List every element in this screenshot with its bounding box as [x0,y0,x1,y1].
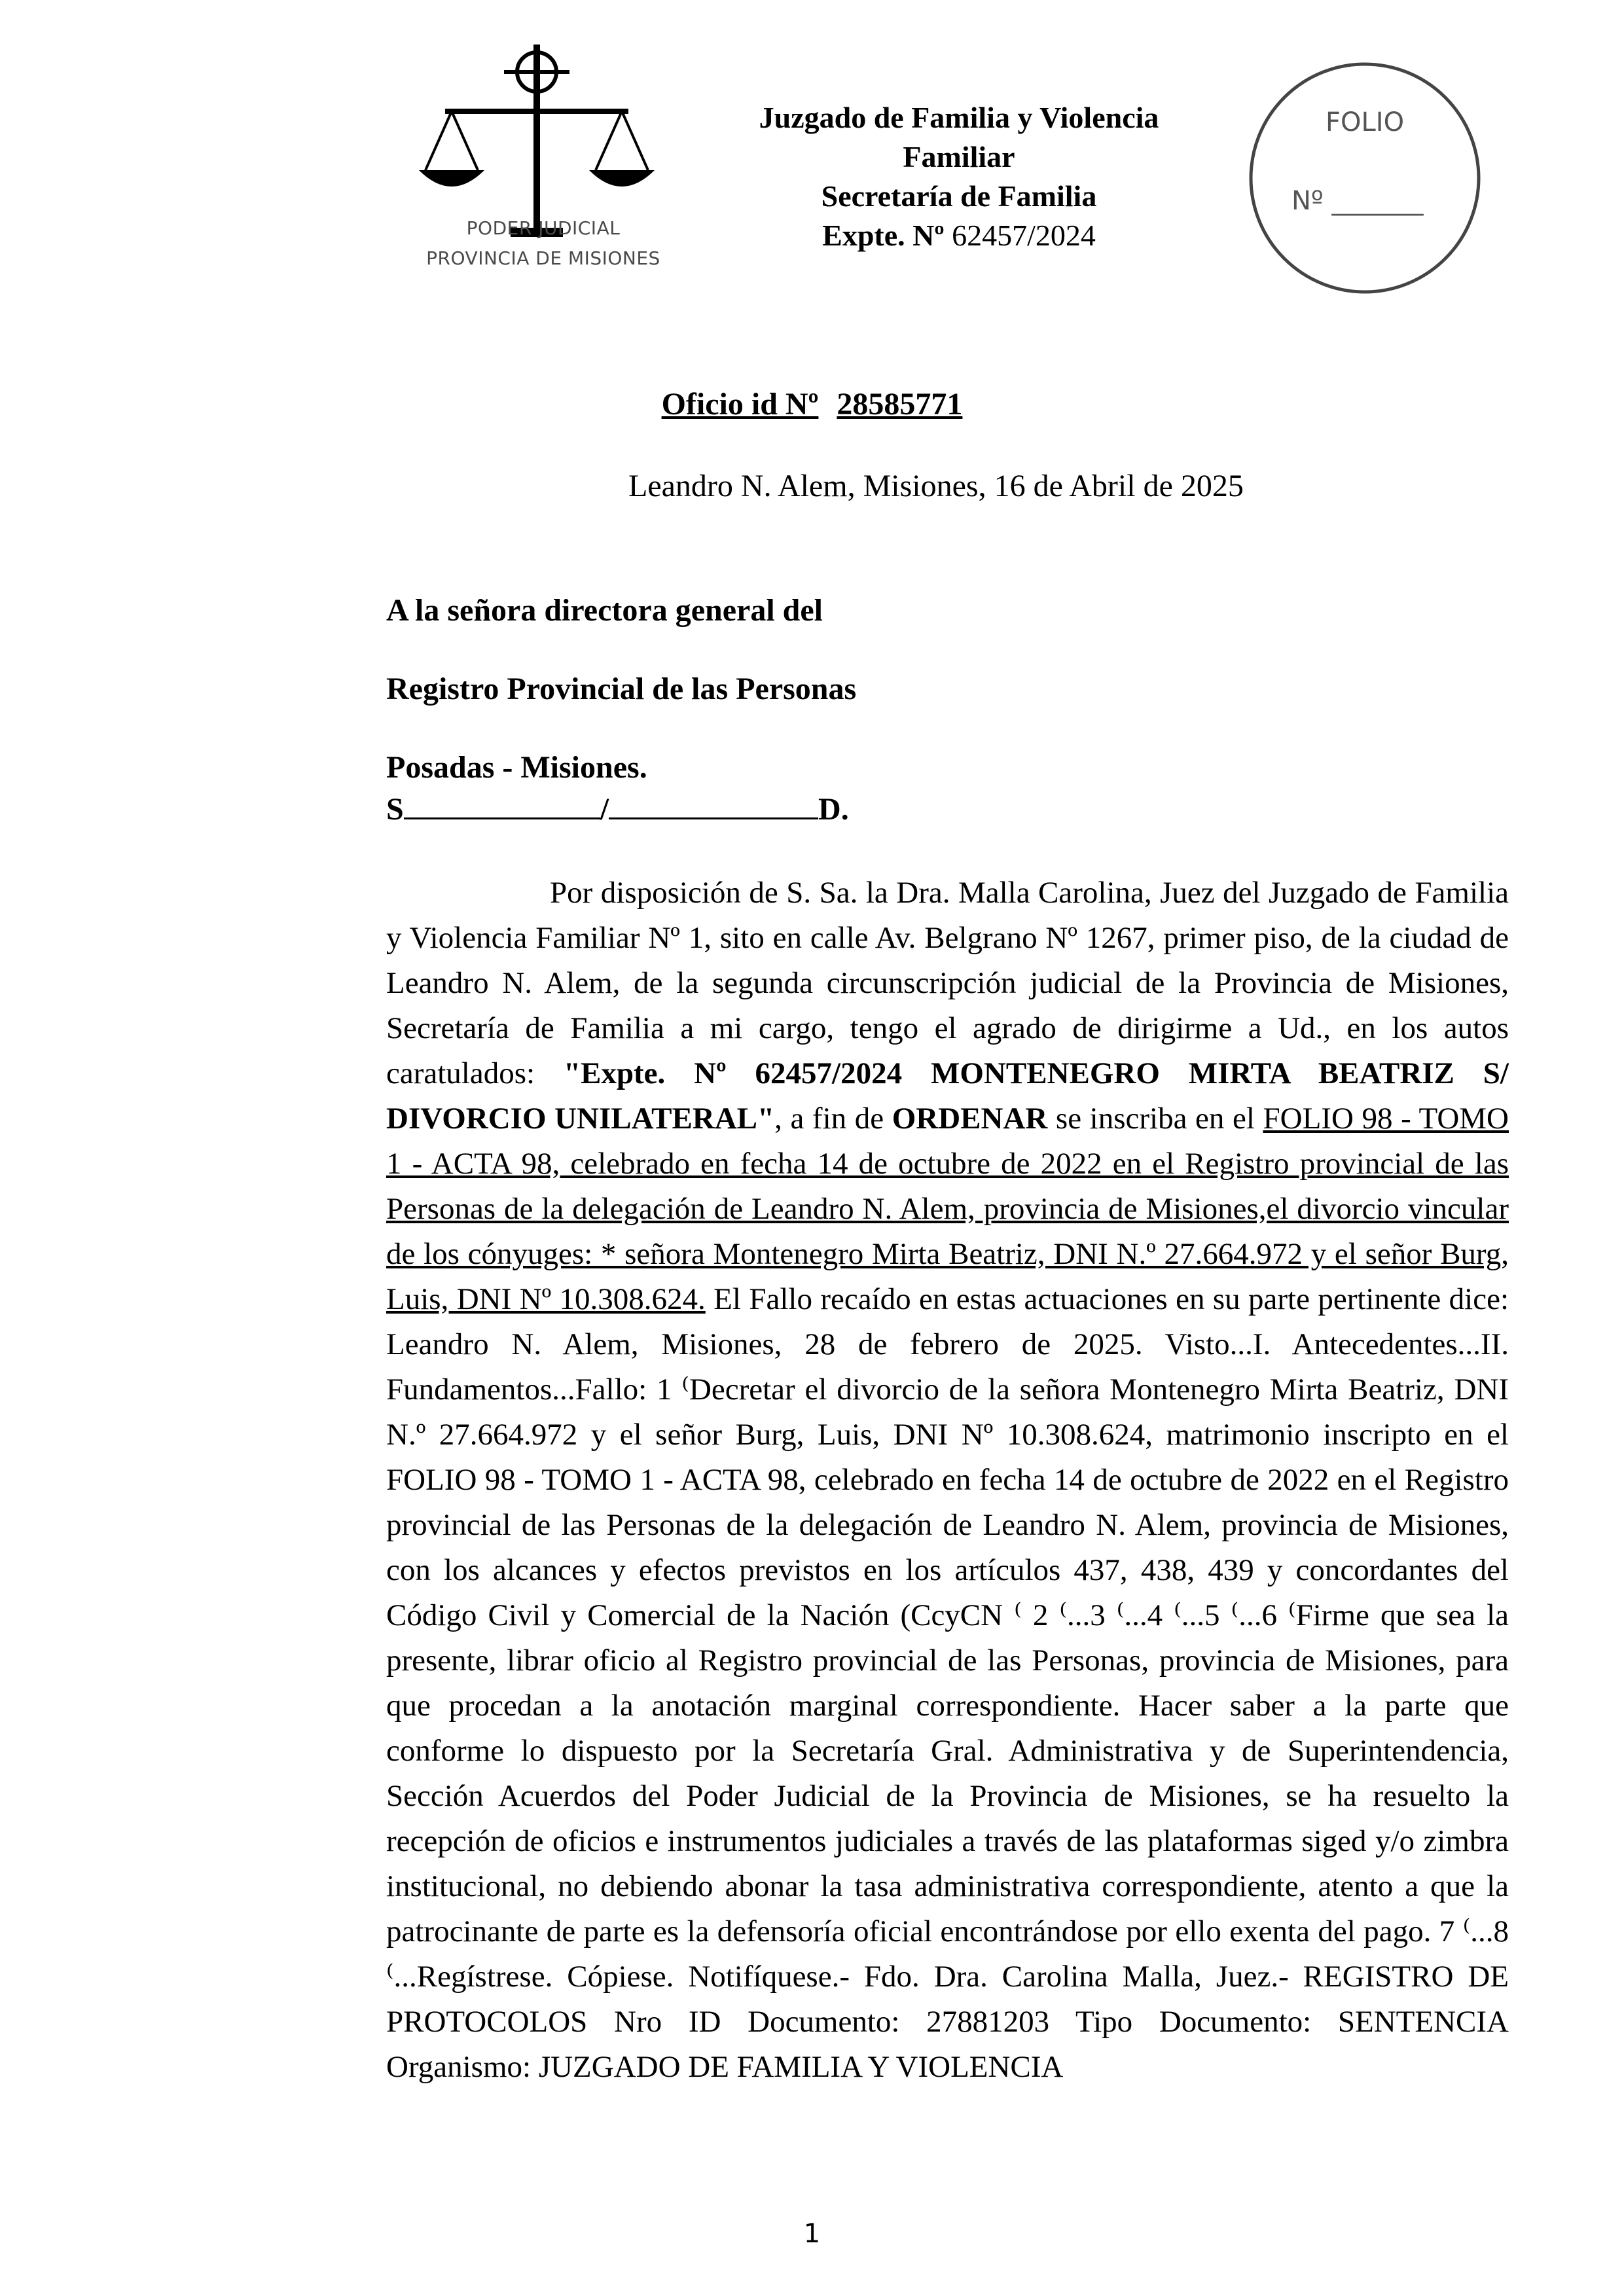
court-logo [406,39,681,288]
folio-stamp-label: FOLIO [1326,107,1405,137]
addressee-line-3: Posadas - Misiones. [386,750,647,785]
logo-line-2: PROVINCIA DE MISIONES [426,247,660,269]
oficio-id: 28585771 [837,387,963,422]
oficio-label: Oficio id Nº [661,387,819,422]
secretariat-name: Secretaría de Familia [821,179,1097,213]
court-name-line-2: Familiar [903,140,1015,173]
logo-line-1: PODER JUDICIAL [466,217,621,239]
ruling-text: El Fallo recaído en estas actuaciones en su parte pertinente dice: Leandro N. Alem, Misiones, 28 de febrero de 2025. Visto...I. Antecedentes...II. Fundamentos...Fallo: 1 ⁽Decretar el divorcio de la señora Montenegro Mirta Beatriz, DNI N.º 27.664.972 y el señor Burg, Luis, DNI Nº 10.308.624, matrimonio inscripto en el FOLIO 98 - TOMO 1 - ACTA 98, celebrado en fecha 14 de octubre de 2022 en el Registro provincial de las Personas de la delegación de Leandro N. Alem, provincia de Misiones, con los alcances y efectos previstos en los artículos 437, 438, 439 y concordantes del Código Civil y Comercial de la Nación (CcyCN ⁽ 2 ⁽...3 ⁽...4 ⁽...5 ⁽...6 ⁽Firme que sea la presente, librar oficio al Registro provincial de las Personas, provincia de Misiones, para que procedan a la anotación marginal correspondiente. Hacer saber a la parte que conforme lo dispuesto por la Secretaría Gral. Administrativa y de Superintendencia, Sección Acuerdos del Poder Judicial de la Provincia de Misiones, se ha resuelto la recepción de oficios e instrumentos judiciales a través de las plataformas siged y/o zimbra institucional, no debiendo abonar la tasa administrativa correspondiente, atento a que la patrocinante de parte es la defensoría oficial encontrándose por ello exenta del pago. 7 ⁽...8 ⁽...Regístrese. Cópiese. Notifíquese.- Fdo. Dra. Carolina Malla, Juez.- REGISTRO DE PROTOCOLOS Nro ID Documento: 27881203 Tipo Documento: SENTENCIA Organismo: JUZGADO DE FAMILIA Y VIOLENCIA [386,1282,1509,2084]
salutation-sd [386,789,849,827]
court-heading [674,98,1244,255]
case-caption: "Expte. Nº 62457/2024 MONTENEGRO MIRTA BEATRIZ S/ DIVORCIO UNILATERAL" [386,1056,1509,1136]
case-file-label: Expte. Nº [822,219,945,252]
salutation-s: S [386,792,404,827]
folio-stamp [1247,60,1483,296]
body-text [386,870,1509,2090]
date-line: Leandro N. Alem, Misiones, 16 de Abril de 2025 [628,469,1244,503]
folio-stamp-circle-icon [1247,60,1483,296]
court-name-line-1: Juzgado de Familia y Violencia [759,101,1159,134]
addressee-line-1: A la señora directora general del [386,593,823,628]
salutation-blank-1 [404,789,600,819]
body-intro: Por disposición de S. Sa. la Dra. Malla Carolina, Juez del Juzgado de Familia y Violencia Familiar Nº 1, sito en calle Av. Belgrano Nº 1267, primer piso, de la ciudad de Leandro N. Alem, de la segunda circunscripción judicial de la Provincia de Misiones, Secretaría de Familia a mi cargo, tengo el agrado de dirigirme a Ud., en los autos caratulados: [386,876,1509,1090]
order-keyword: ORDENAR [892,1102,1048,1136]
registry-reference: FOLIO 98 - TOMO 1 - ACTA 98, celebrado en fecha 14 de octubre de 2022 en el Registro provincial de las Personas de la delegación de Leandro N. Alem, provincia de Misiones,el divorcio vincular de los cónyuges: * señora Montenegro Mirta Beatriz, DNI N.º 27.664.972 y el señor Burg, Luis, DNI Nº 10.308.624. [386,1102,1509,1316]
body-connector-2: se inscriba en el [1047,1102,1263,1136]
body-paragraph [386,870,1509,2090]
oficio-title [0,386,1624,422]
salutation-blank-2 [609,789,818,819]
case-file-line [674,216,1244,255]
body-connector-1: , a fin de [774,1102,892,1136]
case-file-number: 62457/2024 [952,219,1096,252]
salutation-d: D. [818,792,849,827]
salutation-slash: / [600,792,609,827]
folio-stamp-number: Nº _______ [1291,186,1424,216]
page-number: 1 [803,2219,821,2249]
addressee-line-2: Registro Provincial de las Personas [386,672,857,706]
